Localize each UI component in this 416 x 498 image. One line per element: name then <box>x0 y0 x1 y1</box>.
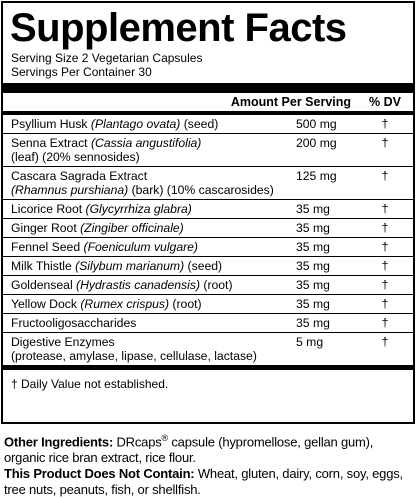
ingredient-name <box>11 240 293 254</box>
panel-title: Supplement Facts <box>10 6 347 50</box>
ingredient-name <box>11 316 293 330</box>
ingredient-row <box>3 167 413 200</box>
ingredient-amount: 35 mg <box>296 259 330 273</box>
ingredient-name <box>11 335 293 363</box>
amount-per-serving-header: Amount Per Serving <box>230 95 352 109</box>
ingredient-name <box>11 278 293 292</box>
ingredient-name <box>11 136 293 164</box>
other-info <box>4 430 412 498</box>
other-ingredients-text-1: DRcaps <box>113 434 162 450</box>
ingredient-daily-value: † <box>381 316 389 330</box>
ingredient-common-name: Fructooligosaccharides <box>11 316 137 330</box>
ingredient-part: (seed) <box>184 259 223 273</box>
does-not-contain-text: Wheat, gluten, dairy, corn, soy, eggs, tree nuts, peanuts, fish, or shellfish. <box>4 466 403 498</box>
ingredient-row <box>3 295 413 314</box>
ingredient-row <box>3 219 413 238</box>
ingredient-latin-name: (Rumex crispus) <box>80 297 170 311</box>
ingredient-name <box>11 297 293 311</box>
ingredient-daily-value: † <box>381 278 389 292</box>
ingredient-common-name: Digestive Enzymes <box>11 335 115 349</box>
ingredient-amount: 35 mg <box>296 316 330 330</box>
ingredient-common-name: Licorice Root <box>11 202 86 216</box>
registered-mark: ® <box>161 433 168 443</box>
ingredient-common-name: Ginger Root <box>11 221 81 235</box>
ingredient-latin-name: (Cassia angustifolia) <box>90 136 202 150</box>
ingredient-amount: 200 mg <box>296 136 337 150</box>
daily-value-header: % DV <box>369 95 401 109</box>
ingredient-amount: 5 mg <box>296 335 324 349</box>
ingredient-row <box>3 115 413 134</box>
ingredient-common-name: Psyllium Husk <box>11 117 91 131</box>
servings-per-container: Servings Per Container 30 <box>11 65 152 79</box>
ingredient-detail: (leaf) (20% sennosides) <box>11 150 140 164</box>
ingredient-common-name: Milk Thistle <box>11 259 76 273</box>
ingredient-daily-value: † <box>381 297 389 311</box>
ingredient-name <box>11 202 293 216</box>
ingredient-latin-name: (Zingiber officinale) <box>80 221 184 235</box>
ingredient-common-name: Fennel Seed <box>11 240 84 254</box>
ingredient-common-name: Goldenseal <box>11 278 77 292</box>
ingredient-row <box>3 238 413 257</box>
ingredient-latin-name: (Hydrastis canadensis) <box>76 278 200 292</box>
ingredient-amount: 125 mg <box>296 169 337 183</box>
other-ingredients <box>4 430 412 466</box>
other-ingredients-text-2: capsule (hypromellose, gellan gum), organic rice bran extract, rice flour. <box>4 434 374 466</box>
other-ingredients-label: Other Ingredients: <box>4 434 114 450</box>
ingredient-part: (root) <box>169 297 202 311</box>
ingredient-row <box>3 134 413 167</box>
ingredient-daily-value: † <box>381 202 389 216</box>
ingredient-amount: 35 mg <box>296 278 330 292</box>
ingredient-name <box>11 117 293 131</box>
ingredient-row <box>3 276 413 295</box>
ingredient-amount: 35 mg <box>296 240 330 254</box>
ingredient-name <box>11 221 293 235</box>
ingredient-amount: 35 mg <box>296 297 330 311</box>
does-not-contain <box>4 466 412 498</box>
ingredient-list <box>9 115 407 365</box>
ingredient-daily-value: † <box>381 259 389 273</box>
ingredient-latin-name: (Foeniculum vulgare) <box>83 240 198 254</box>
ingredient-part: (seed) <box>180 117 219 131</box>
ingredient-latin-name: (Glycyrrhiza glabra) <box>85 202 192 216</box>
ingredient-latin-name: (Plantago ovata) <box>90 117 181 131</box>
ingredient-detail: (bark) (10% cascarosides) <box>128 183 274 197</box>
footnote: † Daily Value not established. <box>11 377 169 391</box>
does-not-contain-label: This Product Does Not Contain: <box>4 466 195 482</box>
ingredient-name <box>11 259 293 273</box>
ingredient-row <box>3 257 413 276</box>
ingredient-row <box>3 333 413 365</box>
ingredient-row <box>3 200 413 219</box>
ingredient-name <box>11 169 293 197</box>
ingredient-common-name: Senna Extract <box>11 136 91 150</box>
ingredient-daily-value: † <box>381 240 389 254</box>
ingredient-amount: 35 mg <box>296 202 330 216</box>
ingredient-daily-value: † <box>381 169 389 183</box>
ingredient-daily-value: † <box>381 335 389 349</box>
ingredient-daily-value: † <box>381 117 389 131</box>
ingredient-row <box>3 314 413 333</box>
ingredient-common-name: Cascara Sagrada Extract <box>11 169 148 183</box>
thick-divider <box>3 83 413 93</box>
ingredient-amount: 500 mg <box>296 117 337 131</box>
ingredient-daily-value: † <box>381 136 389 150</box>
serving-size: Serving Size 2 Vegetarian Capsules <box>11 51 203 65</box>
ingredient-latin-name: (Rhamnus purshiana) <box>11 183 129 197</box>
supplement-facts-panel <box>1 1 415 424</box>
ingredient-detail: (protease, amylase, lipase, cellulase, lactase) <box>11 349 257 363</box>
column-header-row <box>3 93 413 115</box>
ingredient-amount: 35 mg <box>296 221 330 235</box>
ingredient-daily-value: † <box>381 221 389 235</box>
ingredient-part: (root) <box>200 278 233 292</box>
ingredient-latin-name: (Silybum marianum) <box>75 259 185 273</box>
ingredient-common-name: Yellow Dock <box>11 297 81 311</box>
